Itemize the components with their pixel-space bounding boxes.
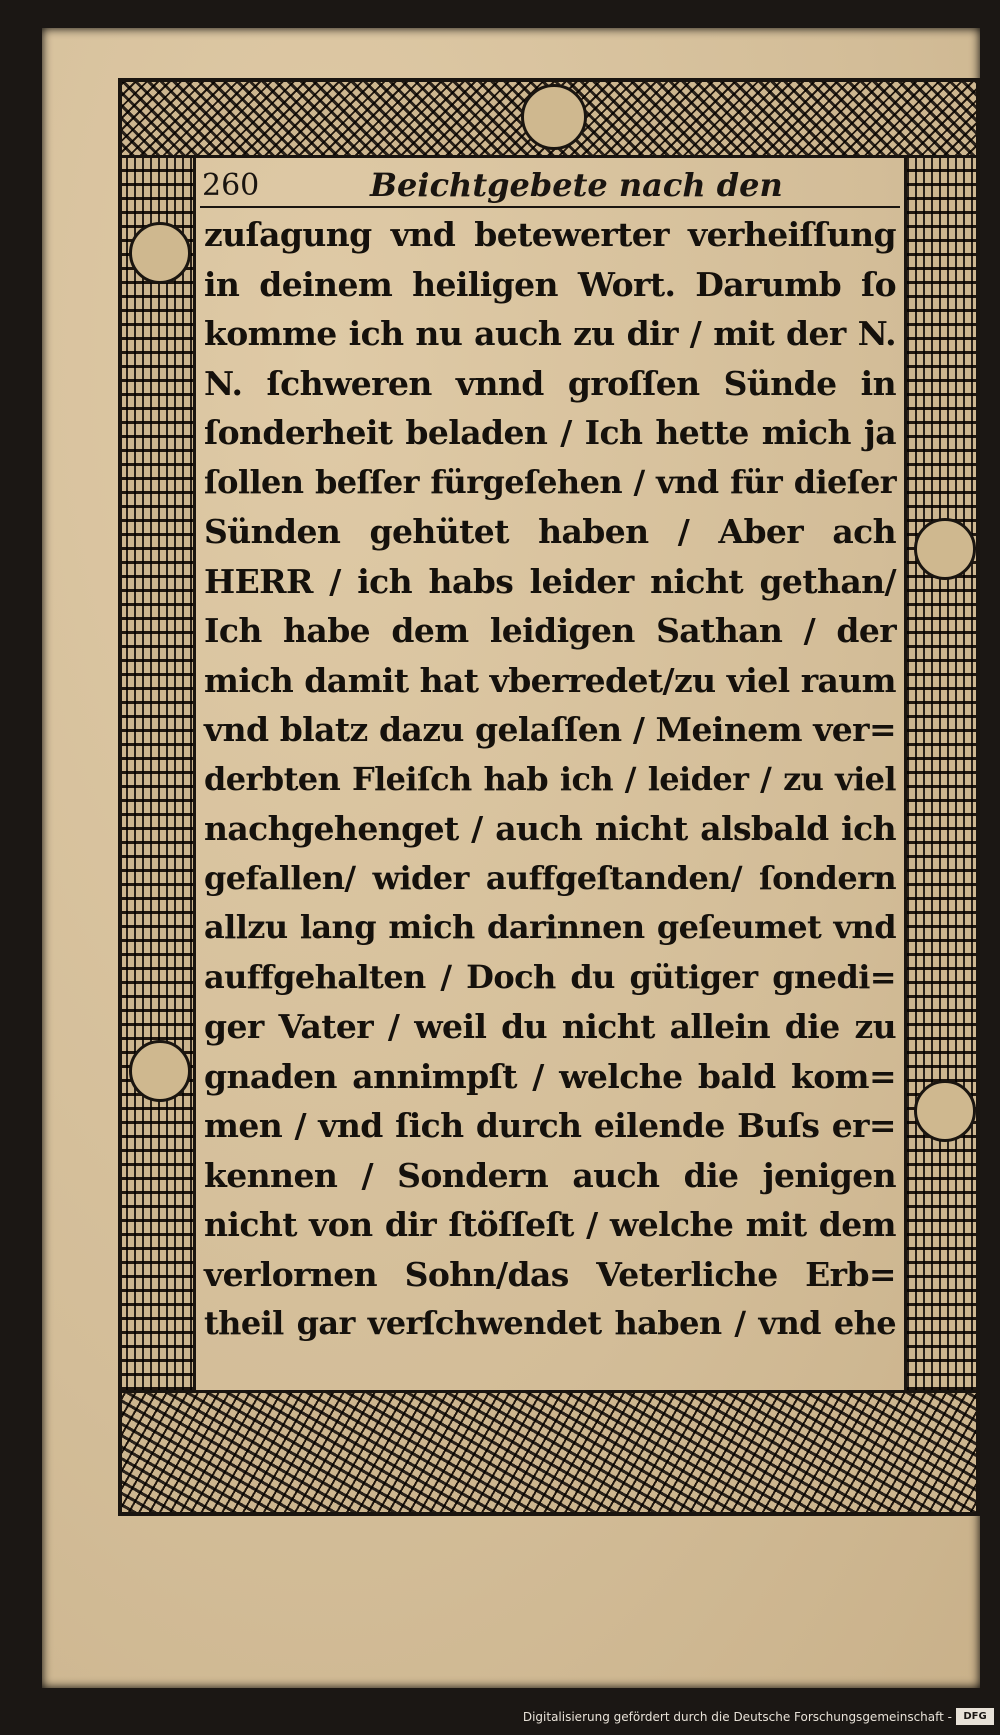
ornament-medallion-right-upper	[914, 518, 976, 580]
text-line: verlornen Sohn/das Veterliche Erb=	[204, 1254, 896, 1294]
text-line: kennen / Sondern auch die jenigen	[204, 1155, 896, 1195]
text-line: Ich habe dem leidigen Sathan / der	[204, 611, 896, 650]
text-line: komme ich nu auch zu dir / mit der N.	[204, 314, 896, 353]
text-line: nicht von dir ſtöſſeſt / welche mit dem	[204, 1205, 896, 1244]
ornament-angel-head	[521, 84, 587, 150]
text-line: allzu lang mich darinnen geſeumet vnd	[204, 908, 896, 946]
text-line: gnaden annimpſt / welche bald kom=	[204, 1056, 896, 1096]
body-text	[204, 210, 896, 1349]
ornament-medallion-left-upper	[129, 222, 191, 284]
page-number: 260	[202, 168, 260, 203]
text-line: derbten Fleiſch hab ich / leider / zu viel	[204, 759, 896, 798]
text-line: HERR / ich habs leider nicht gethan/	[204, 561, 896, 601]
text-line: nachgehenget / auch nicht alsbald ich	[204, 809, 896, 848]
text-line: theil gar verſchwendet haben / vnd ehe	[204, 1304, 896, 1342]
text-line: men / vnd ſich durch eilende Buſs er=	[204, 1106, 896, 1145]
text-line: Sünden gehütet haben / Aber ach	[204, 512, 896, 551]
ornament-medallion-left-lower	[129, 1040, 191, 1102]
page-header	[200, 166, 900, 208]
text-line: N. ſchweren vnnd groſſen Sünde in	[204, 363, 896, 403]
text-line: zuſagung vnd betewerter verheiſſung	[204, 215, 896, 254]
text-line: ſollen beſſer fürgeſehen / vnd für dieſer	[204, 462, 896, 501]
digitization-credit: Digitalisierung gefördert durch die Deutsche Forschungsgemeinschaft -	[522, 1710, 952, 1724]
text-line: mich damit hat vberredet/zu viel raum	[204, 660, 896, 700]
running-head: Beichtgebete nach den	[370, 166, 783, 204]
text-line: in deinem heiligen Wort. Darumb ſo	[204, 264, 896, 304]
text-line: ger Vater / weil du nicht allein die zu	[204, 1007, 896, 1046]
text-block	[200, 162, 900, 1388]
text-line: vnd blatz dazu gelaſſen / Meinem ver=	[204, 710, 896, 749]
text-line: gefallen/ wider auffgeſtanden/ ſondern	[204, 858, 896, 897]
text-line: auffgehalten / Doch du gütiger gnedi=	[204, 957, 896, 996]
dfg-logo: DFG	[956, 1708, 994, 1725]
ornament-medallion-right-lower	[914, 1080, 976, 1142]
text-line: ſonderheit beladen / Ich hette mich ja	[204, 413, 896, 452]
